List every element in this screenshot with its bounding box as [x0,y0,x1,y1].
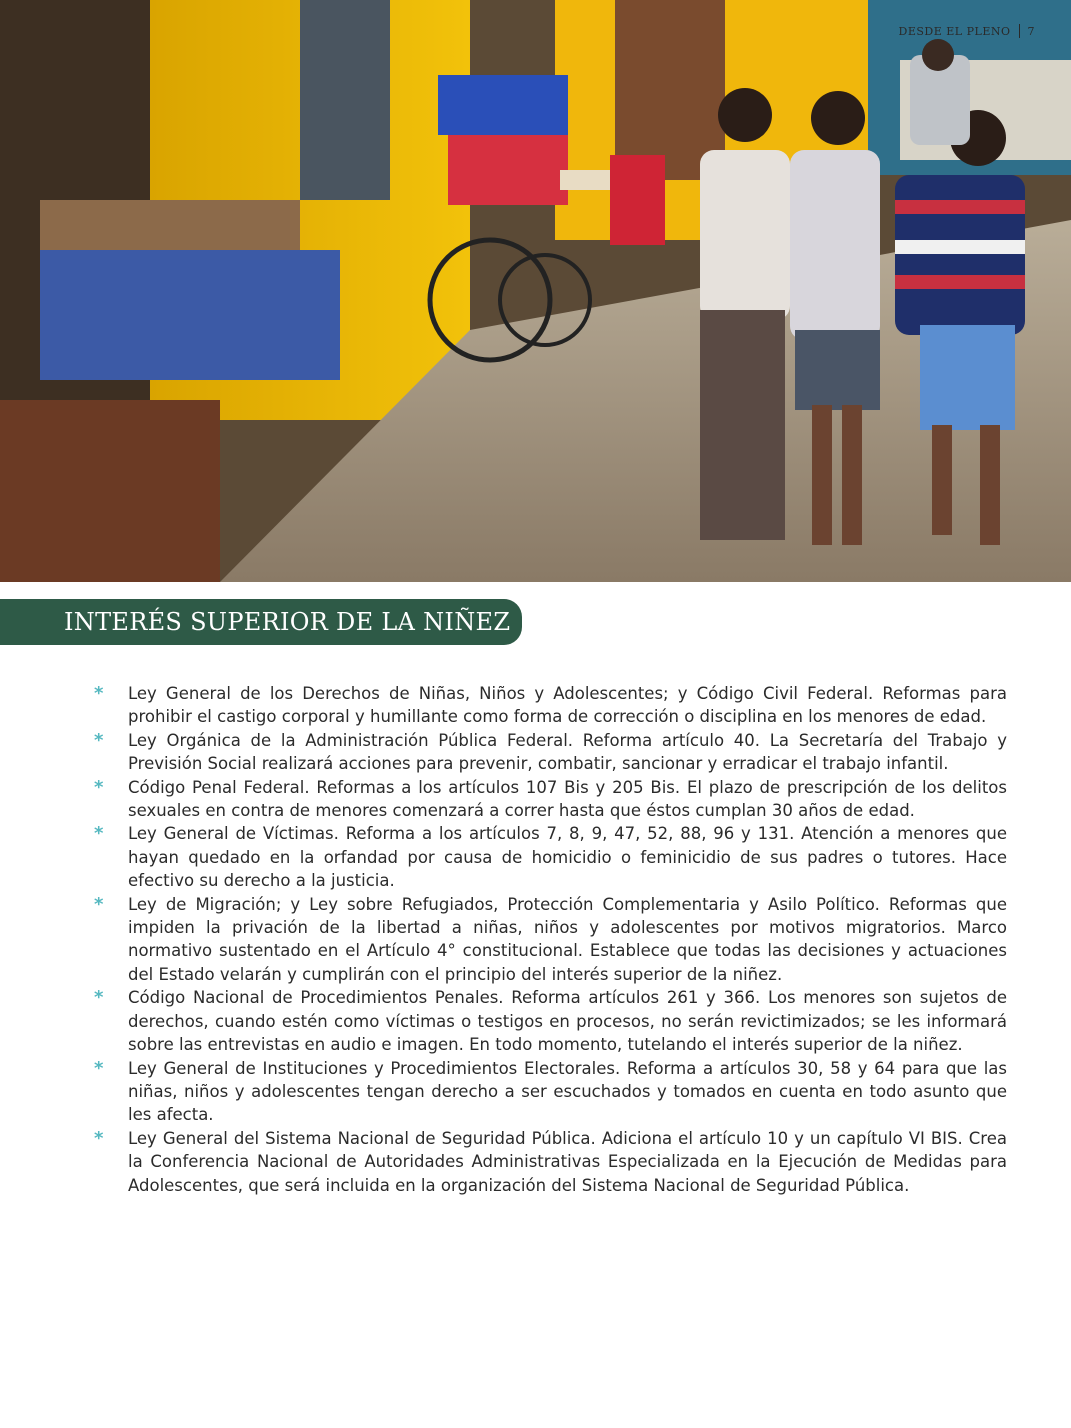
asterisk-bullet-icon: * [94,823,104,845]
list-item [94,1057,1007,1127]
asterisk-bullet-icon: * [94,893,104,915]
asterisk-bullet-icon: * [94,1057,104,1079]
list-item-text: Ley General de los Derechos de Niñas, Niños y Adolescentes; y Código Civil Federal. Reformas para prohibir el castigo corporal y humillante como forma de corrección o disciplina en los menores de edad. [128,684,1007,727]
section-title: INTERÉS SUPERIOR DE LA NIÑEZ [64,608,511,636]
list-item [94,729,1007,776]
list-item-text: Ley General del Sistema Nacional de Seguridad Pública. Adiciona el artículo 10 y un capítulo VI BIS. Crea la Conferencia Nacional de Autoridades Administrativas Especializada en la Ejecución de Medidas para Adolescentes, que será incluida en la organización del Sistema Nacional de Seguridad Pública. [128,1128,1007,1195]
list-item [94,1127,1007,1197]
list-item-text: Ley General de Víctimas. Reforma a los artículos 7, 8, 9, 47, 52, 88, 96 y 131. Atención a menores que hayan quedado en la orfandad por causa de homicidio o feminicidio de sus padres o tutores. Hace efectivo su derecho a la justicia. [128,824,1007,891]
list-item [94,893,1007,987]
list-item-text: Ley Orgánica de la Administración Pública Federal. Reforma artículo 40. La Secretaría del Trabajo y Previsión Social realizará acciones para prevenir, combatir, sancionar y erradicar el trabajo infantil. [128,730,1007,774]
asterisk-bullet-icon: * [94,987,104,1009]
list-item-text: Ley General de Instituciones y Procedimientos Electorales. Reforma a artículos 30, 58 y 64 para que las niñas, niños y adolescentes tengan derecho a ser escuchados y tomados en cuenta en todo asunto que les afecta. [128,1058,1007,1125]
running-head-divider [1019,24,1020,38]
asterisk-bullet-icon: * [94,729,104,751]
header-photo [0,0,1071,582]
section-title-banner [0,599,522,645]
list-item [94,776,1007,823]
list-item [94,822,1007,892]
page-number: 7 [1027,24,1035,38]
reform-list [94,682,1007,1197]
list-item [94,682,1007,729]
asterisk-bullet-icon: * [94,776,104,798]
running-head [899,24,1035,38]
list-item-text: Ley de Migración; y Ley sobre Refugiados, Protección Complementaria y Asilo Político. Reformas que impiden la privación de la libertad a niñas, niños y adolescentes por motivos migratorios. Marco normativo sustentado en el Artículo 4° constitucional. Establece que todas las decisiones y actuaciones del Estado velarán y cumplirán con el principio del interés superior de la niñez. [128,894,1007,984]
asterisk-bullet-icon: * [94,1127,104,1149]
asterisk-bullet-icon: * [94,683,104,704]
list-item-text: Código Nacional de Procedimientos Penales. Reforma artículos 261 y 366. Los menores son sujetos de derechos, cuando estén como víctimas o testigos en procesos, no serán revictimizados; se les informará sobre las entrevistas en audio e imagen. En todo momento, tutelando el interés superior de la niñez. [128,988,1007,1055]
list-item [94,986,1007,1056]
list-item-text: Código Penal Federal. Reformas a los artículos 107 Bis y 205 Bis. El plazo de prescripción de los delitos sexuales en contra de menores comenzará a correr hasta que éstos cumplan 30 años de edad. [128,777,1007,821]
running-title: DESDE EL PLENO [898,24,1011,38]
